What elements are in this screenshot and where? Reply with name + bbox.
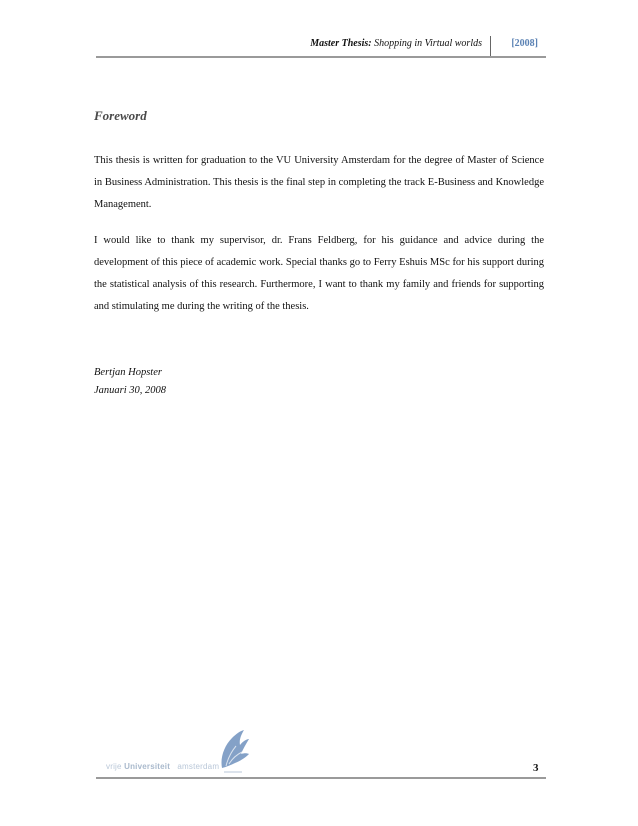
header-rule (96, 56, 546, 58)
paragraph-1: This thesis is written for graduation to the VU University Amsterdam for the degree of Master of Science in Business Administration. This thesis is the final step in completing the track E-Business and Knowledge Management. (94, 155, 544, 210)
university-logo (98, 728, 248, 776)
signature-block (94, 364, 544, 400)
document-body (94, 106, 544, 400)
section-heading: Foreword (94, 108, 147, 123)
logo-text-amsterdam: amsterdam (177, 762, 220, 771)
griffin-logo-icon (216, 728, 250, 774)
header-year: [2008] (511, 38, 538, 49)
signature-date: Januari 30, 2008 (94, 385, 167, 396)
logo-text-universiteit: Universiteit (124, 762, 171, 771)
header-title (310, 38, 482, 49)
footer-rule (96, 777, 546, 779)
logo-text (106, 762, 219, 771)
page-number: 3 (533, 762, 539, 774)
logo-text-vrije: vrije (106, 762, 122, 771)
header-separator (490, 36, 491, 58)
header-title-rest: Shopping in Virtual worlds (374, 38, 482, 49)
paragraph-2: I would like to thank my supervisor, dr. Frans Feldberg, for his guidance and advice during the development of this piece of academic work. Special thanks go to Ferry Eshuis MSc for his support during the statistical analysis of this research. Furthermore, I want to thank my family and friends for supporting and stimulating me during the writing of the thesis. (94, 235, 544, 312)
signature-name: Bertjan Hopster (94, 367, 162, 378)
page-header (96, 36, 546, 58)
header-title-bold: Master Thesis: (310, 38, 372, 49)
